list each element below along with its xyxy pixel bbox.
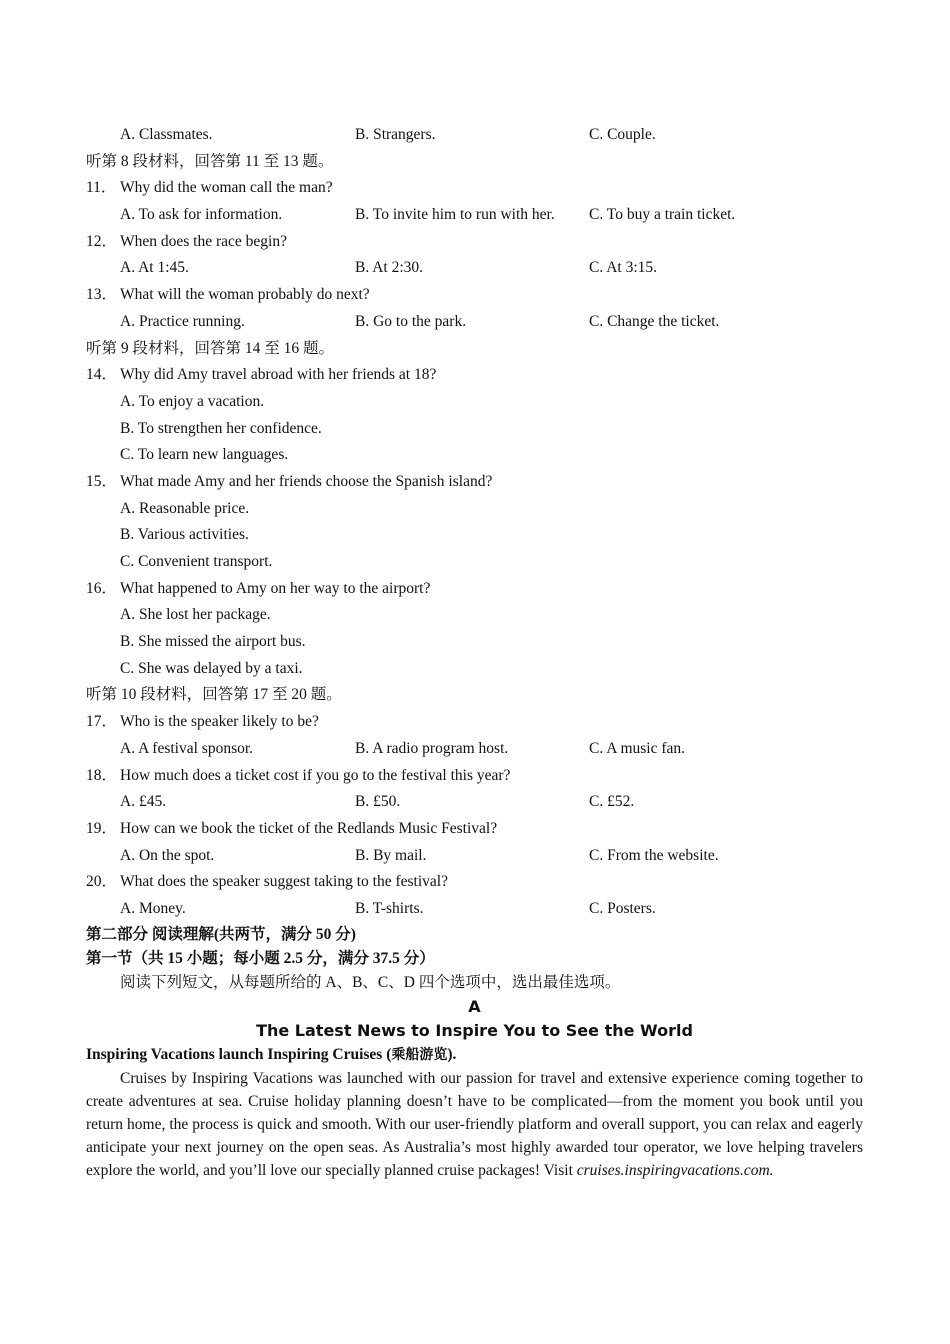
option-a: A. To enjoy a vacation. (120, 392, 265, 410)
question-20-options (86, 896, 863, 923)
question-number: 11． (86, 179, 117, 197)
passage-subheading (86, 1043, 863, 1067)
question-number: 17． (86, 713, 118, 731)
option-a: A. At 1:45. (120, 259, 189, 277)
option-a: A. £45. (120, 793, 167, 811)
option-c: C. To buy a train ticket. (589, 206, 736, 224)
question-text: How can we book the ticket of the Redlands Music Festival? (120, 819, 498, 837)
reading-instruction: 阅读下列短文，从每题所给的 A、B、C、D 四个选项中，选出最佳选项。 (120, 973, 621, 991)
question-17-options (86, 736, 863, 763)
option-a: A. On the spot. (120, 846, 215, 864)
option-b: B. £50. (355, 793, 401, 811)
question-text: What will the woman probably do next? (120, 286, 370, 304)
question-19 (86, 816, 863, 843)
question-20 (86, 869, 863, 896)
option-b: B. Go to the park. (355, 312, 467, 330)
option-a: A. To ask for information. (120, 206, 283, 224)
option-c: C. Posters. (589, 899, 656, 917)
option-c: C. Couple. (589, 126, 656, 143)
option-a: A. Classmates. (120, 126, 213, 143)
passage-paragraph (86, 1067, 863, 1183)
question-text: Why did Amy travel abroad with her friends at 18? (120, 366, 437, 384)
subheading-chinese-gloss: 乘船游览 (391, 1047, 448, 1063)
paragraph-text: Cruises by Inspiring Vacations was launched with our passion for travel and extensive experience coming together to create adventures at sea. Cruise holiday planning doesn’t have to be complicated—from the moment you book until you return home, the process is quick and smooth. With our user-friendly platform and overall support, you can relax and eagerly anticipate your next journey on the open seas. As Australia’s most highly awarded tour operator, we love helping travelers explore the world, and you’ll love our specially planned cruise packages! Visit (86, 1069, 863, 1180)
section-10-heading: 听第 10 段材料，回答第 17 至 20 题。 (86, 686, 342, 704)
part-two-heading: 第二部分 阅读理解(共两节，满分 50 分) (86, 925, 356, 943)
question-number: 15． (86, 472, 118, 490)
option-b: B. Various activities. (120, 526, 249, 544)
question-text: What happened to Amy on her way to the airport? (120, 579, 431, 597)
option-b: B. A radio program host. (355, 739, 509, 757)
option-b: B. By mail. (355, 846, 427, 864)
subheading-text: Inspiring Vacations launch Inspiring Cruises ( (86, 1045, 392, 1063)
question-number: 16． (86, 579, 118, 597)
question-11 (86, 175, 863, 202)
question-number: 13． (86, 286, 118, 304)
question-13 (86, 282, 863, 309)
option-b: B. T-shirts. (355, 899, 424, 917)
option-a: A. A festival sponsor. (120, 739, 254, 757)
q10-options (86, 122, 863, 149)
option-c: C. From the website. (589, 846, 719, 864)
option-b: B. At 2:30. (355, 259, 424, 277)
option-c: C. Change the ticket. (589, 312, 720, 330)
question-text: Why did the woman call the man? (120, 179, 333, 197)
question-16 (86, 576, 863, 603)
question-19-options (86, 843, 863, 870)
option-b: B. She missed the airport bus. (120, 633, 306, 651)
option-a: A. Practice running. (120, 312, 245, 330)
question-text: How much does a ticket cost if you go to the festival this year? (120, 766, 511, 784)
exam-page (86, 122, 863, 1183)
option-c: C. To learn new languages. (120, 446, 289, 464)
question-text: When does the race begin? (120, 232, 287, 250)
subheading-end: ). (447, 1045, 457, 1063)
option-c: C. At 3:15. (589, 259, 658, 277)
option-b: B. To invite him to run with her. (355, 206, 555, 224)
question-number: 18． (86, 766, 118, 784)
question-12-options (86, 255, 863, 282)
question-number: 20． (86, 873, 118, 891)
question-14 (86, 362, 863, 389)
option-c: C. She was delayed by a taxi. (120, 659, 303, 677)
option-c: C. A music fan. (589, 739, 686, 757)
option-a: A. Reasonable price. (120, 499, 250, 517)
question-text: Who is the speaker likely to be? (120, 713, 319, 731)
question-18-options (86, 789, 863, 816)
question-number: 19． (86, 819, 118, 837)
option-a: A. Money. (120, 899, 186, 917)
question-17 (86, 709, 863, 736)
question-number: 12． (86, 232, 118, 250)
question-18 (86, 763, 863, 790)
option-b: B. To strengthen her confidence. (120, 419, 322, 437)
question-text: What does the speaker suggest taking to the festival? (120, 873, 448, 891)
section-one-heading: 第一节（共 15 小题；每小题 2.5 分，满分 37.5 分） (86, 949, 435, 967)
question-text: What made Amy and her friends choose the Spanish island? (120, 472, 493, 490)
passage-title: The Latest News to Inspire You to See the World (256, 1020, 693, 1040)
option-c: C. Convenient transport. (120, 553, 273, 570)
question-12 (86, 229, 863, 256)
question-number: 14． (86, 366, 118, 384)
question-15 (86, 469, 863, 496)
option-b: B. Strangers. (355, 126, 436, 143)
option-a: A. She lost her package. (120, 606, 271, 624)
section-9-heading: 听第 9 段材料，回答第 14 至 16 题。 (86, 339, 335, 357)
option-c: C. £52. (589, 793, 635, 811)
question-11-options (86, 202, 863, 229)
question-13-options (86, 309, 863, 336)
passage-letter: A (468, 996, 481, 1016)
section-8-heading: 听第 8 段材料，回答第 11 至 13 题。 (86, 152, 334, 170)
website-link: cruises.inspiringvacations.com. (576, 1162, 774, 1180)
